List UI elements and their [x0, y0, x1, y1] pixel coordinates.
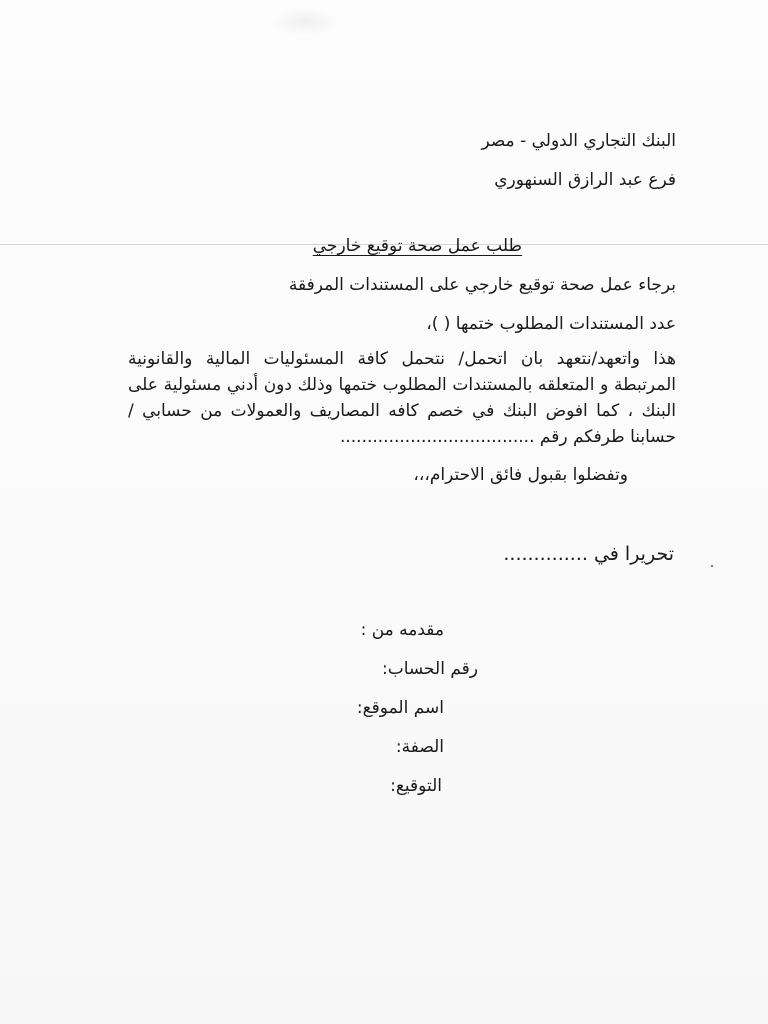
capacity-label: الصفة: — [395, 737, 444, 757]
document-title: طلب عمل صحة توقيع خارجي — [312, 236, 522, 256]
stray-mark — [711, 565, 713, 567]
closing-line: وتفضلوا بقبول فائق الاحترام،،، — [413, 465, 628, 485]
written-in-date: تحريرا في .............. — [503, 543, 674, 565]
undertaking-paragraph: هذا واتعهد/نتعهد بان اتحمل/ نتحمل كافة المسئوليات المالية والقانونية المرتبطة و المتعلقه بالمستندات المطلوب ختمها وذلك دون أدني مسئولية على البنك ، كما افوض البنك في خصم كافه المصاريف والعمولات من حسابي / حسابنا طرفكم رقم .................................... — [128, 349, 676, 447]
signature-label: التوقيع: — [390, 776, 442, 796]
scan-smudge — [270, 8, 340, 36]
request-line: برجاء عمل صحة توقيع خارجي على المستندات المرفقة — [288, 275, 676, 295]
branch-name: فرع عبد الرازق السنهوري — [494, 170, 676, 190]
signer-name-label: اسم الموقع: — [356, 698, 444, 718]
submitted-by-label: مقدمه من : — [360, 620, 444, 640]
account-number-label: رقم الحساب: — [381, 659, 478, 679]
bank-name: البنك التجاري الدولي - مصر — [481, 131, 676, 151]
document-count-line: عدد المستندات المطلوب ختمها ( )، — [426, 314, 676, 334]
